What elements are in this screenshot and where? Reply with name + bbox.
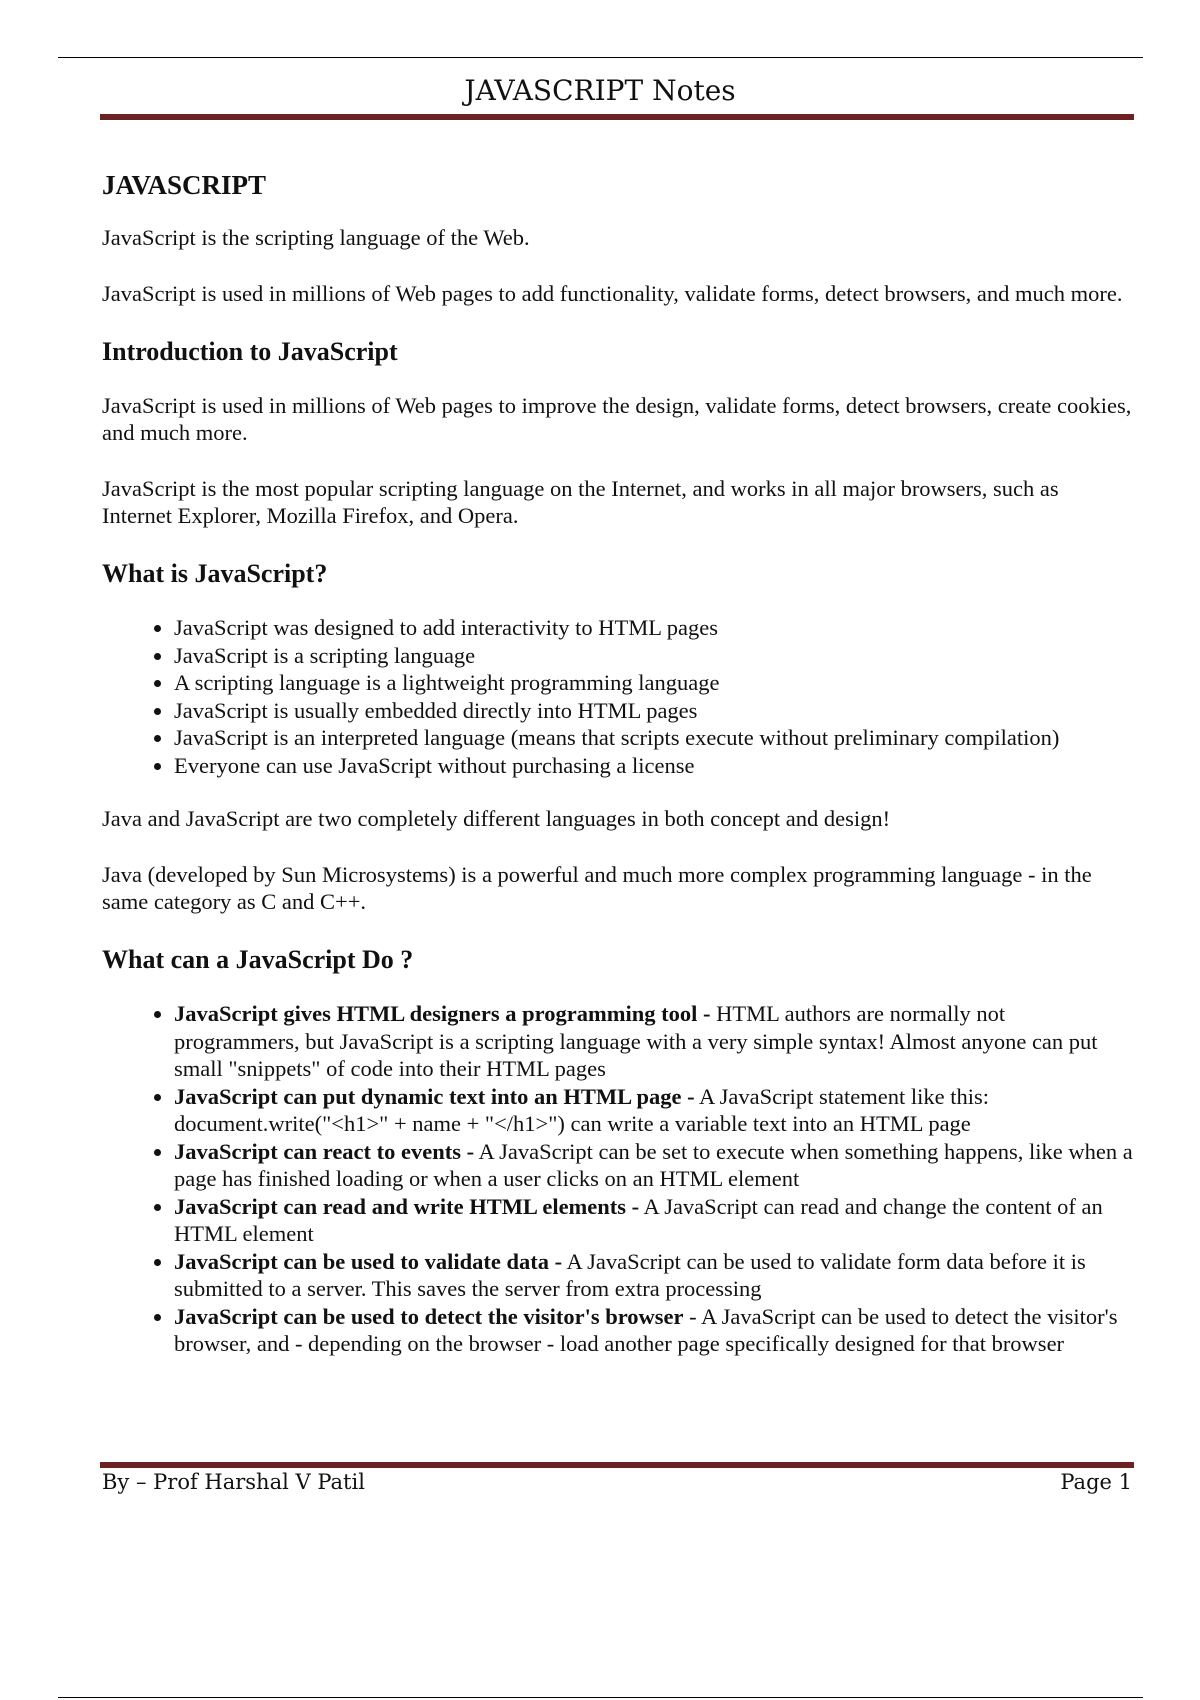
document-body	[102, 168, 1134, 1384]
footer-author: By – Prof Harshal V Patil	[102, 1470, 365, 1494]
bottom-border-line	[58, 1697, 1143, 1698]
item-text: A JavaScript can be used to validate form data before it is submitted to a server. This saves the server from extra processing	[174, 1248, 1086, 1301]
top-border-line	[58, 57, 1143, 58]
list-item	[174, 1248, 1134, 1303]
item-text: - A JavaScript can be used to detect the visitor's browser, and - depending on the browser - load another page specifically designed for that browser	[174, 1303, 1118, 1356]
list-item	[174, 1000, 1134, 1083]
list-item: • Everyone can use JavaScript without purchasing a license	[174, 752, 1134, 780]
list-item	[174, 1138, 1134, 1193]
java-comparison-paragraph-1: Java and JavaScript are two completely different languages in both concept and design!	[102, 806, 891, 831]
item-lead: JavaScript can react to events -	[174, 1138, 475, 1164]
item-lead: JavaScript can be used to validate data -	[174, 1248, 563, 1274]
list-item	[174, 1083, 1134, 1138]
intro-paragraph-1: JavaScript is the scripting language of the Web.	[102, 225, 530, 250]
footer-divider	[100, 1462, 1134, 1468]
list-item: • JavaScript is usually embedded directly into HTML pages	[174, 697, 1134, 725]
header-divider	[100, 114, 1134, 120]
list-item	[174, 1303, 1134, 1358]
item-text: A JavaScript can read and change the content of an HTML element	[174, 1193, 1103, 1246]
list-item	[174, 1193, 1134, 1248]
list-item: • JavaScript is an interpreted language (means that scripts execute without preliminary compilation)	[174, 724, 1134, 752]
item-text: HTML authors are normally not programmers, but JavaScript is a scripting language with a very simple syntax! Almost anyone can put small "snippets" of code into their HTML pages	[174, 1001, 1098, 1081]
main-title: JAVASCRIPT	[102, 170, 267, 200]
list-item: • JavaScript is a scripting language	[174, 642, 1134, 670]
java-comparison-paragraph-2: Java (developed by Sun Microsystems) is a powerful and much more complex programming language - in the same category as C and C++.	[102, 862, 1092, 914]
list-item: • A scripting language is a lightweight programming language	[174, 669, 1134, 697]
page-number: Page 1	[1060, 1470, 1132, 1494]
what-is-list	[102, 614, 1134, 779]
list-item: • JavaScript was designed to add interactivity to HTML pages	[174, 614, 1134, 642]
section-title-what-is: What is JavaScript?	[102, 559, 328, 588]
item-lead: JavaScript can read and write HTML elements -	[174, 1193, 640, 1219]
introduction-paragraph-2: JavaScript is the most popular scripting language on the Internet, and works in all major browsers, such as Internet Explorer, Mozilla Firefox, and Opera.	[102, 476, 1059, 528]
introduction-paragraph-1: JavaScript is used in millions of Web pages to improve the design, validate forms, detect browsers, create cookies, and much more.	[102, 393, 1132, 445]
item-text: A JavaScript can be set to execute when something happens, like when a page has finished loading or when a user clicks on an HTML element	[174, 1138, 1133, 1191]
item-lead: JavaScript can be used to detect the visitor's browser	[174, 1303, 684, 1329]
intro-paragraph-2: JavaScript is used in millions of Web pages to add functionality, validate forms, detect browsers, and much more.	[102, 281, 1123, 306]
section-title-what-can-do: What can a JavaScript Do ?	[102, 945, 414, 974]
item-lead: JavaScript can put dynamic text into an HTML page -	[174, 1083, 695, 1109]
header-title: JAVASCRIPT Notes	[464, 74, 736, 107]
item-text: A JavaScript statement like this: document.write("<h1>" + name + "</h1>") can write a variable text into an HTML page	[174, 1083, 989, 1136]
section-title-introduction: Introduction to JavaScript	[102, 337, 398, 366]
capabilities-list	[102, 1000, 1134, 1358]
item-lead: JavaScript gives HTML designers a programming tool -	[174, 1001, 711, 1026]
